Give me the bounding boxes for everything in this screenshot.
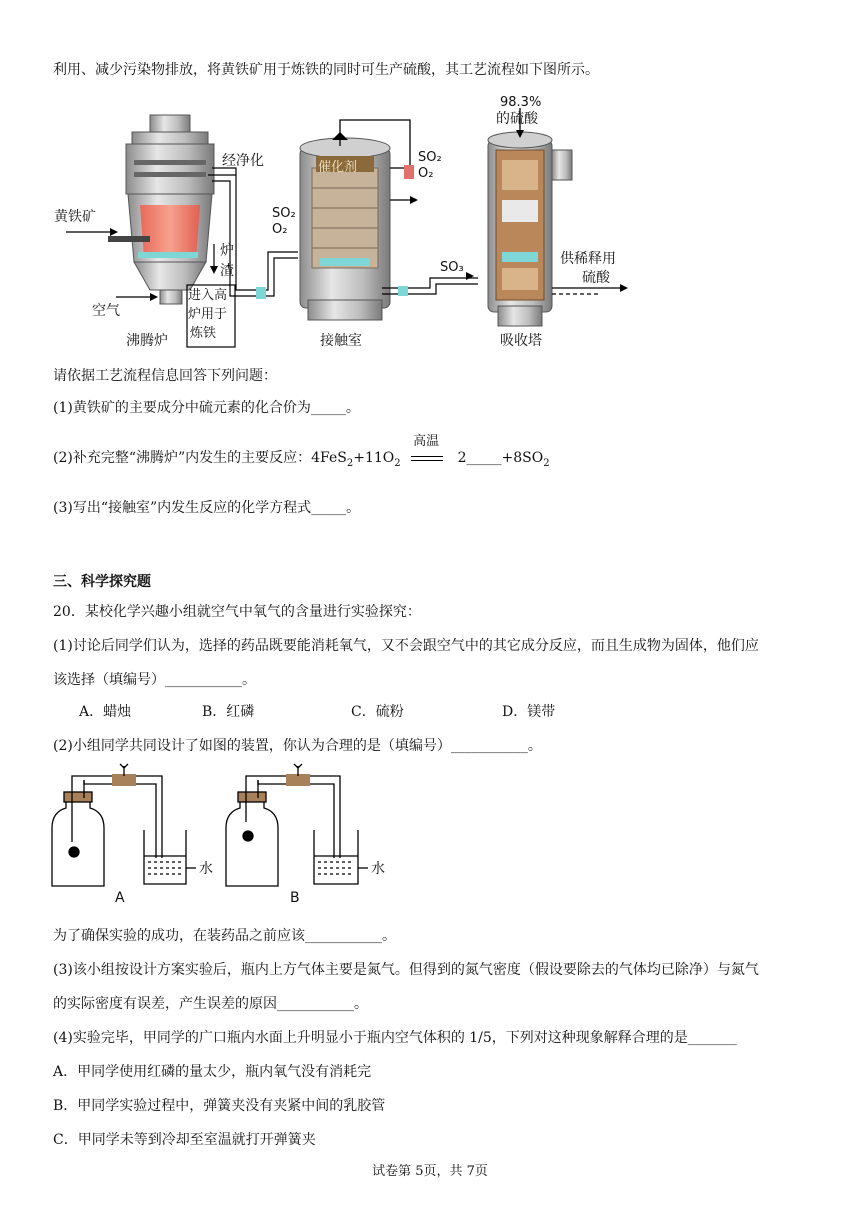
q20-4-option-a: A．甲同学使用红磷的量太少，瓶内氧气没有消耗完 (53, 1064, 372, 1080)
so3-label: SO₃ (440, 260, 464, 275)
acid-label-line1: 98.3% (500, 95, 542, 110)
slag-label-1: 炉 (220, 243, 234, 259)
question-20-3-line2: 的实际密度有误差，产生误差的原因___________。 (53, 996, 368, 1012)
prompt-text: 请依据工艺流程信息回答下列问题： (53, 368, 277, 384)
intro-text: 利用、减少污染物排放，将黄铁矿用于炼铁的同时可生产硫酸，其工艺流程如下图所示。 (53, 62, 599, 78)
dilute-label-line1: 供稀释用 (560, 251, 616, 267)
question-20-1-line1: (1)讨论后同学们认为，选择的药品既要能消耗氧气，又不会跟空气中的其它成分反应，而且生成物为固体，他们应 (53, 638, 759, 654)
question-20-2-after: 为了确保实验的成功，在装药品之前应该___________。 (53, 928, 396, 944)
o2-label-mid: O₂ (272, 222, 288, 237)
boiling-furnace-label: 沸腾炉 (126, 333, 168, 349)
slag-label-2: 渣 (220, 263, 234, 279)
reaction-condition (411, 434, 447, 468)
question-19-1: (1)黄铁矿的主要成分中硫元素的化合价为_____。 (53, 400, 360, 416)
absorber-tower-icon (488, 132, 572, 326)
purify-label: 经净化 (222, 153, 264, 169)
apparatus-b (226, 764, 368, 886)
catalyst-label: 催化剂 (318, 160, 358, 175)
apparatus-label-b: B (290, 890, 300, 906)
furnace-box-line1: 进入高 (188, 288, 228, 303)
question-20-3-line1: (3)该小组按设计方案实验后，瓶内上方气体主要是氮气。但得到的氮气密度（假设要除去的气体均已除净）与氮气 (53, 962, 759, 978)
boiling-furnace-icon (108, 115, 214, 304)
question-20: 20．某校化学兴趣小组就空气中氧气的含量进行实验探究： (53, 604, 421, 620)
condition-label: 高温 (413, 434, 440, 449)
o2-label-top: O₂ (418, 166, 434, 181)
apparatus-label-a: A (115, 890, 125, 906)
dilute-label-line2: 硫酸 (582, 270, 610, 286)
q19-2-sub3: 2 (543, 457, 550, 469)
q19-2-sub1: 2 (346, 457, 354, 469)
air-label: 空气 (92, 303, 120, 319)
so2-label-mid: SO₂ (272, 206, 296, 221)
page-footer: 试卷第 5页，共 7页 (372, 1164, 488, 1179)
question-20-4: (4)实验完毕，甲同学的广口瓶内水面上升明显小于瓶内空气体积的 1/5，下列对这种现象解释合理的是_______ (53, 1030, 737, 1046)
so2-label-top: SO₂ (418, 150, 442, 165)
option-d: D．镁带 (502, 704, 556, 720)
water-label-b: 水 (371, 861, 385, 877)
option-c: C．硫粉 (351, 704, 404, 720)
question-19-3: (3)写出“接触室”内发生反应的化学方程式_____。 (53, 500, 361, 516)
q19-2-right: 2_____+8SO (457, 450, 544, 466)
question-19-2 (53, 434, 550, 474)
absorber-label: 吸收塔 (500, 333, 542, 349)
option-b: B．红磷 (202, 704, 255, 720)
equals-bar-1 (411, 456, 443, 457)
q19-2-sub2: 2 (394, 457, 401, 469)
contact-room-label: 接触室 (320, 333, 362, 349)
q20-4-option-b: B．甲同学实验过程中，弹簧夹没有夹紧中间的乳胶管 (53, 1098, 386, 1114)
pyrite-label: 黄铁矿 (54, 209, 96, 225)
question-20-2: (2)小组同学共同设计了如图的装置，你认为合理的是（填编号）___________。 (53, 738, 542, 754)
question-20-1-line2: 该选择（填编号）___________。 (53, 672, 256, 688)
apparatus-a (52, 764, 196, 886)
section-title: 三、科学探究题 (53, 574, 151, 590)
q19-2-mid: +11O (353, 450, 395, 466)
q20-4-option-c: C．甲同学未等到冷却至室温就打开弹簧夹 (53, 1132, 316, 1148)
acid-label-line2: 的硫酸 (496, 111, 538, 127)
q19-2-lead: (2)补充完整“沸腾炉”内发生的主要反应：4FeS (53, 450, 347, 466)
option-a: A．蜡烛 (79, 704, 132, 720)
furnace-box-line2: 炉用于 (188, 307, 228, 322)
water-label-a: 水 (199, 861, 213, 877)
equals-bar-2 (411, 460, 443, 461)
furnace-box-line3: 炼铁 (190, 326, 217, 341)
